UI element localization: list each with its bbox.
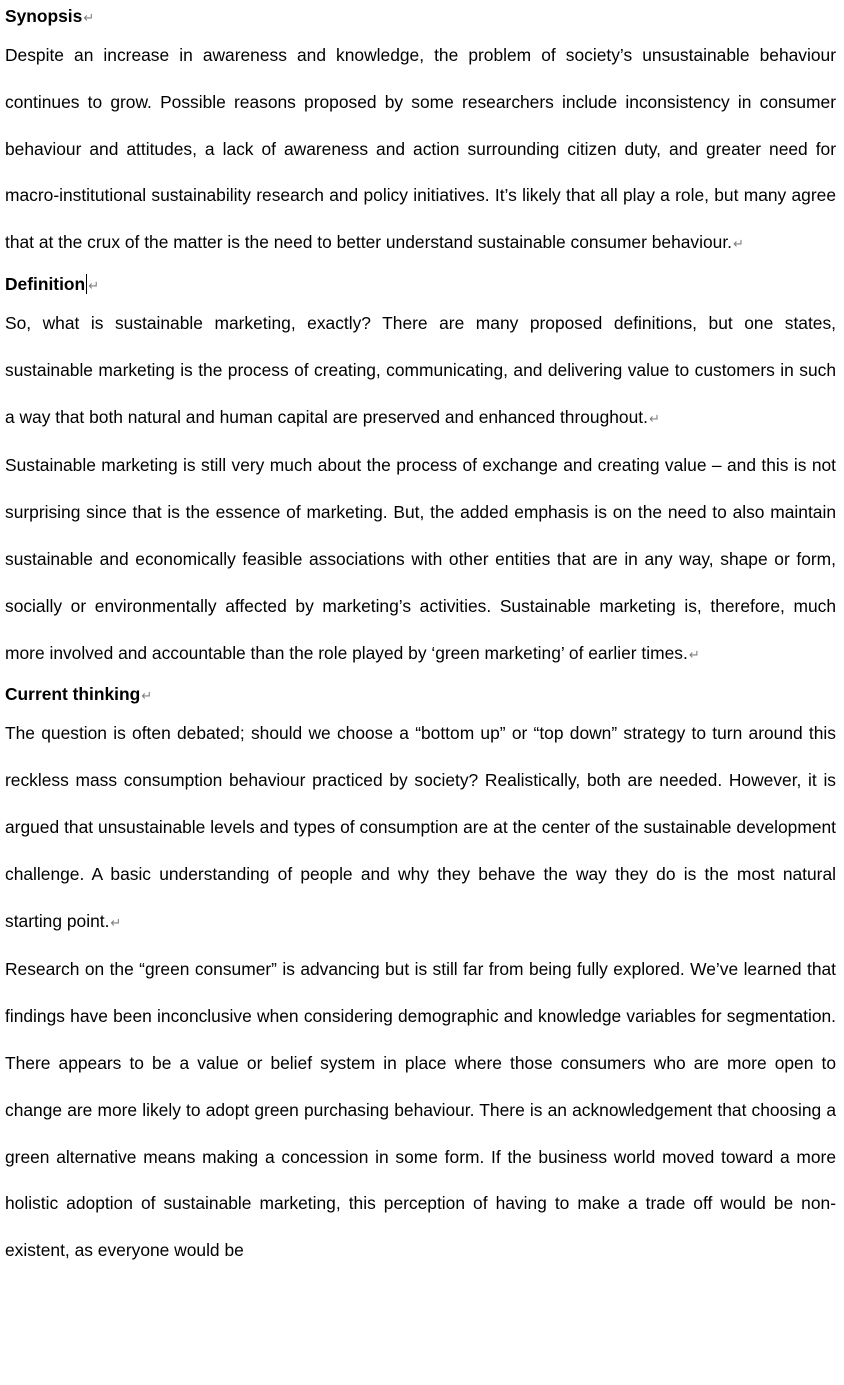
paragraph — [5, 946, 836, 1274]
paragraph — [5, 442, 836, 678]
paragraph-text: Despite an increase in awareness and knowledge, the problem of society’s unsustainable behaviour continues to grow. Possible reasons proposed by some researchers include inconsistency in consumer behaviour and attitudes, a lack of awareness and action surrounding citizen duty, and greater need for macro-institutional sustainability research and policy initiatives. It’s likely that all play a role, but many agree that at the crux of the matter is the need to better understand sustainable consumer behaviour. — [5, 45, 836, 253]
paragraph — [5, 32, 836, 268]
paragraph-text: Sustainable marketing is still very much about the process of exchange and creating value – and this is not surprising since that is the essence of marketing. But, the added emphasis is on the need to also maintain sustainable and economically feasible associations with other entities that are in any way, shape or form, socially or environmentally affected by marketing’s activities. Sustainable marketing is, therefore, much more involved and accountable than the role played by ‘green marketing’ of earlier times. — [5, 455, 836, 663]
paragraph-text: Research on the “green consumer” is advancing but is still far from being fully explored. We’ve learned that findings have been inconclusive when considering demographic and knowledge variables for segmentation. There appears to be a value or belief system in place where those consumers who are more open to change are more likely to adopt green purchasing behaviour. There is an acknowledgement that choosing a green alternative means making a concession in some form. If the business world moved toward a more holistic adoption of sustainable marketing, this perception of having to make a trade off would be non-existent, as everyone would be — [5, 959, 836, 1261]
paragraph — [5, 710, 836, 946]
paragraph-mark-icon: ↵ — [648, 410, 660, 426]
paragraph — [5, 300, 836, 442]
section-heading-definition — [5, 268, 836, 300]
heading-text: Definition — [5, 273, 86, 294]
paragraph-text: The question is often debated; should we choose a “bottom up” or “top down” strategy to turn around this reckless mass consumption behaviour practiced by society? Realistically, both are needed. However, it is argued that unsustainable levels and types of consumption are at the center of the sustainable development challenge. A basic understanding of people and why they behave the way they do is the most natural starting point. — [5, 723, 836, 931]
paragraph-mark-icon: ↵ — [83, 10, 95, 25]
paragraph-mark-icon: ↵ — [88, 277, 100, 293]
paragraph-mark-icon: ↵ — [688, 646, 700, 662]
paragraph-mark-icon: ↵ — [110, 914, 122, 930]
section-heading-synopsis — [5, 0, 836, 32]
section-heading-current-thinking — [5, 678, 836, 710]
paragraph-text: So, what is sustainable marketing, exactly? There are many proposed definitions, but one states, sustainable marketing is the process of creating, communicating, and delivering value to customers in such a way that both natural and human capital are preserved and enhanced throughout. — [5, 312, 836, 427]
paragraph-mark-icon: ↵ — [732, 236, 744, 252]
heading-text: Current thinking — [5, 684, 141, 705]
document-body[interactable] — [5, 0, 836, 1274]
heading-text: Synopsis — [5, 6, 83, 26]
paragraph-mark-icon: ↵ — [141, 688, 153, 704]
